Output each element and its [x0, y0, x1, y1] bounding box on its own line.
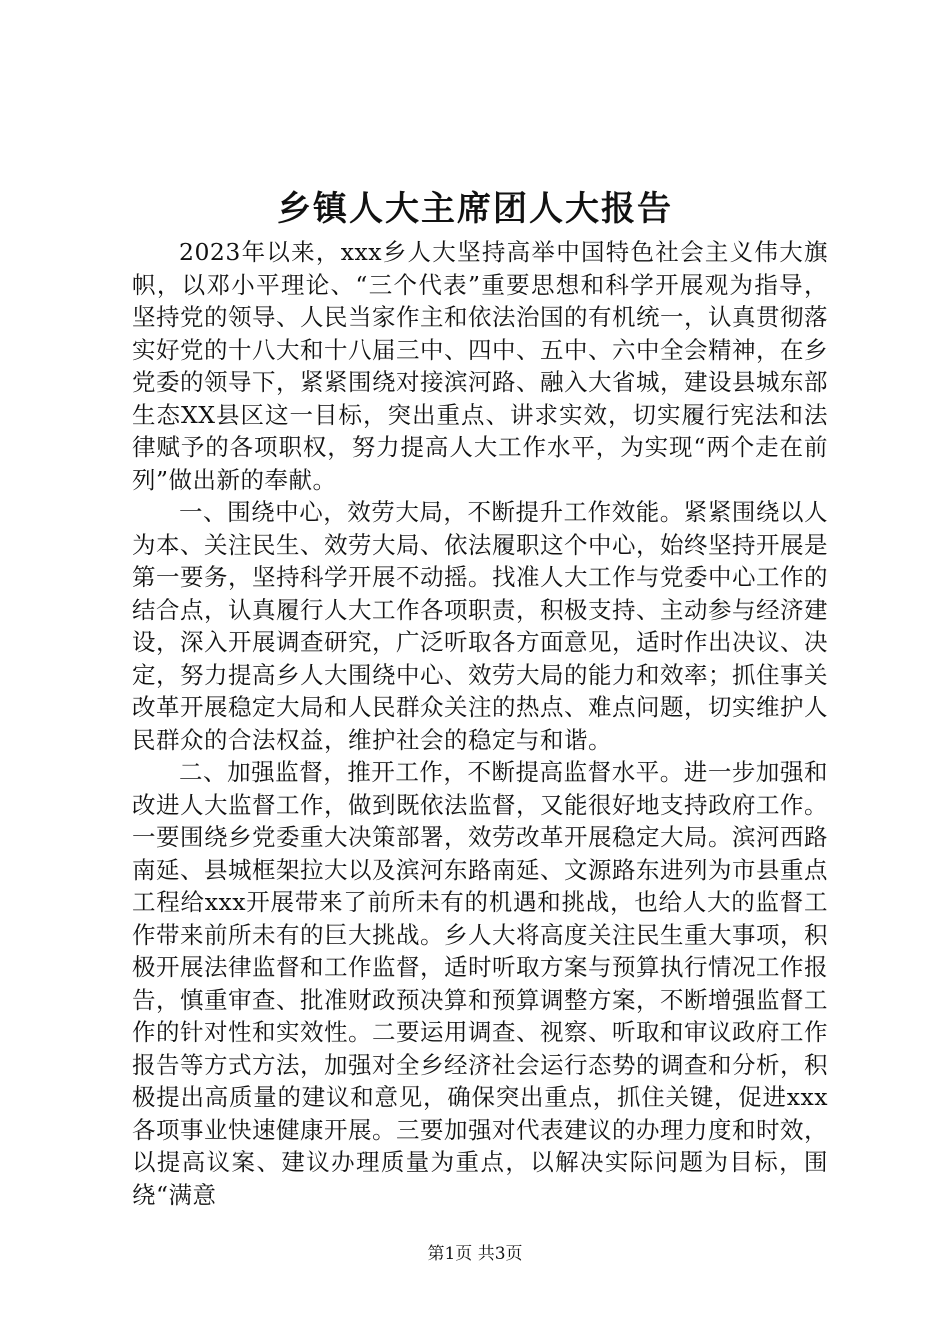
document-title: 乡镇人大主席团人大报告	[277, 189, 673, 229]
document-body	[132, 236, 828, 1211]
page-footer: 第1页 共3页	[427, 1244, 523, 1264]
paragraph-intro: 2023年以来，xxx乡人大坚持高举中国特色社会主义伟大旗帜，以邓小平理论、“三个代表”重要思想和科学开展观为指导，坚持党的领导、人民当家作主和依法治国的有机统一，认真贯彻落实好党的十八大和十八届三中、四中、五中、六中全会精神，在乡党委的领导下，紧紧围绕对接滨河路、融入大省城，建设县城东部生态XX县区这一目标，突出重点、讲求实效，切实履行宪法和法律赋予的各项职权，努力提高人大工作水平，为实现“两个走在前列”做出新的奉献。	[132, 238, 828, 494]
paragraph-section-2: 二、加强监督，推开工作，不断提高监督水平。进一步加强和改进人大监督工作，做到既依法监督，又能很好地支持政府工作。一要围绕乡党委重大决策部署，效劳改革开展稳定大局。滨河西路南延、县城框架拉大以及滨河东路南延、文源路东进列为市县重点工程给xxx开展带来了前所未有的机遇和挑战，也给人大的监督工作带来前所未有的巨大挑战。乡人大将高度关注民生重大事项，积极开展法律监督和工作监督，适时听取方案与预算执行情况工作报告，慎重审查、批准财政预决算和预算调整方案，不断增强监督工作的针对性和实效性。二要运用调查、视察、听取和审议政府工作报告等方式方法，加强对全乡经济社会运行态势的调查和分析，积极提出高质量的建议和意见，确保突出重点，抓住关键，促进xxx各项事业快速健康开展。三要加强对代表建议的办理力度和时效，以提高议案、建议办理质量为重点，以解决实际问题为目标，围绕“满意	[132, 758, 828, 1209]
paragraph-section-1: 一、围绕中心，效劳大局，不断提升工作效能。紧紧围绕以人为本、关注民生、效劳大局、依法履职这个中心，始终坚持开展是第一要务，坚持科学开展不动摇。找准人大工作与党委中心工作的结合点，认真履行人大工作各项职责，积极支持、主动参与经济建设，深入开展调查研究，广泛听取各方面意见，适时作出决议、决定，努力提高乡人大围绕中心、效劳大局的能力和效率；抓住事关改革开展稳定大局和人民群众关注的热点、难点问题，切实维护人民群众的合法权益，维护社会的稳定与和谐。	[132, 498, 828, 754]
